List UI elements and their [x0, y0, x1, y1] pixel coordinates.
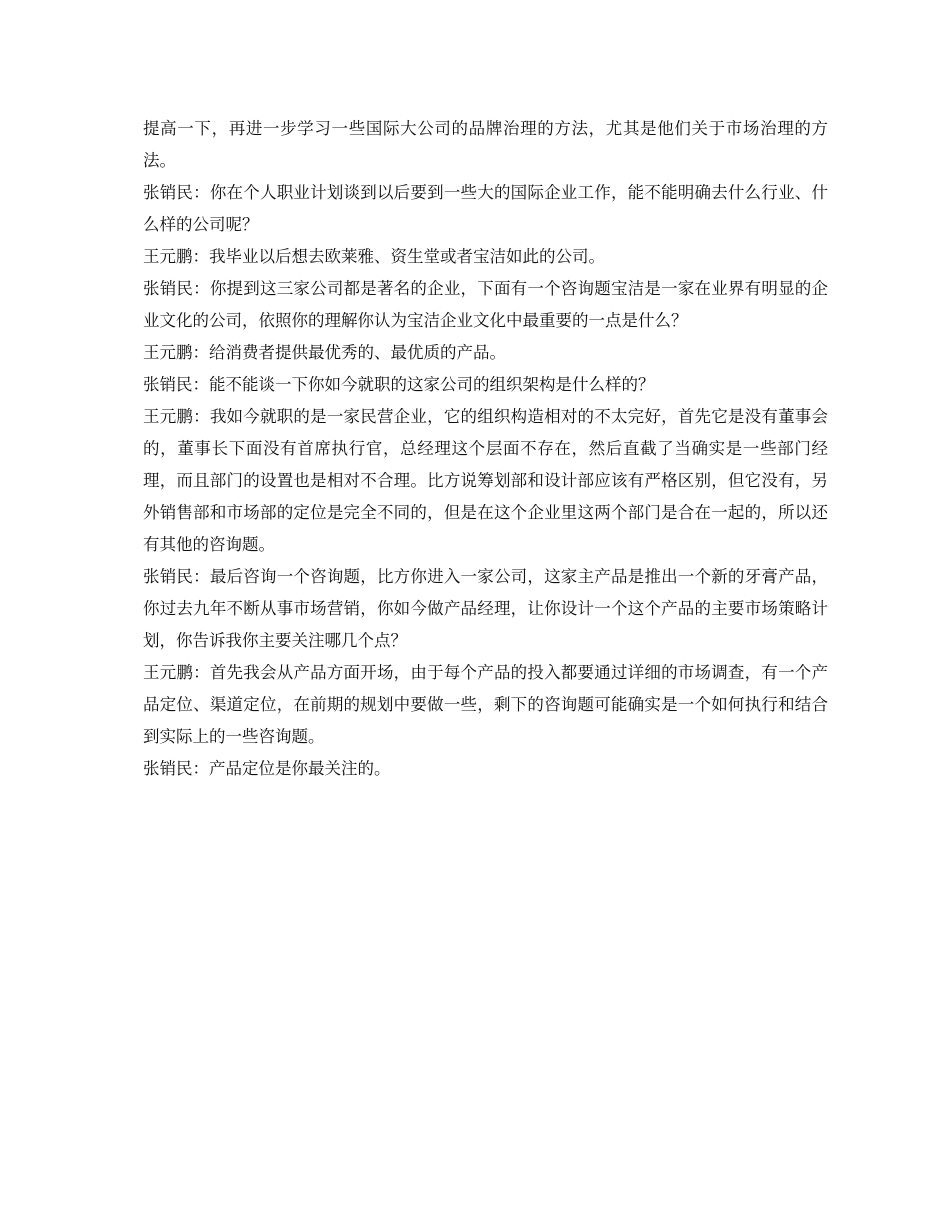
dialogue-paragraph: 王元鹏：我毕业以后想去欧莱雅、资生堂或者宝洁如此的公司。 — [143, 247, 605, 266]
dialogue-paragraph: 王元鹏：我如今就职的是一家民营企业，它的组织构造相对的不太完好，首先它是没有董事会的，董事长下面没有首席执行官，总经理这个层面不存在，然后直截了当确实是一些部门经理，而且部门的设置也是相对不合理。比方说筹划部和设计部应该有严格区别，但它没有，另外销售部和市场部的定位是完全不同的，但是在这个企业里这两个部门是合在一起的，所以还有其他的咨询题。 — [143, 407, 828, 554]
dialogue-paragraph: 张销民：你提到这三家公司都是著名的企业，下面有一个咨询题宝洁是一家在业界有明显的企业文化的公司，依照你的理解你认为宝洁企业文化中最重要的一点是什么？ — [143, 279, 828, 330]
dialogue-paragraph: 张销民：能不能谈一下你如今就职的这家公司的组织架构是什么样的？ — [143, 375, 655, 394]
dialogue-paragraph: 张销民：最后咨询一个咨询题，比方你进入一家公司，这家主产品是推出一个新的牙膏产品，你过去九年不断从事市场营销，你如今做产品经理，让你设计一个这个产品的主要市场策略计划，你告诉我你主要关注哪几个点？ — [143, 567, 828, 650]
dialogue-paragraph: 王元鹏：给消费者提供最优秀的、最优质的产品。 — [143, 343, 506, 362]
dialogue-paragraph: 王元鹏：首先我会从产品方面开场，由于每个产品的投入都要通过详细的市场调查，有一个产品定位、渠道定位，在前期的规划中要做一些，剩下的咨询题可能确实是一个如何执行和结合到实际上的一些咨询题。 — [143, 663, 828, 746]
paragraph-continuation: 提高一下，再进一步学习一些国际大公司的品牌治理的方法，尤其是他们关于市场治理的方法。 — [143, 119, 828, 170]
document-body — [143, 113, 828, 785]
dialogue-paragraph: 张销民：产品定位是你最关注的。 — [143, 759, 391, 778]
dialogue-paragraph: 张销民：你在个人职业计划谈到以后要到一些大的国际企业工作，能不能明确去什么行业、什么样的公司呢？ — [143, 183, 828, 234]
